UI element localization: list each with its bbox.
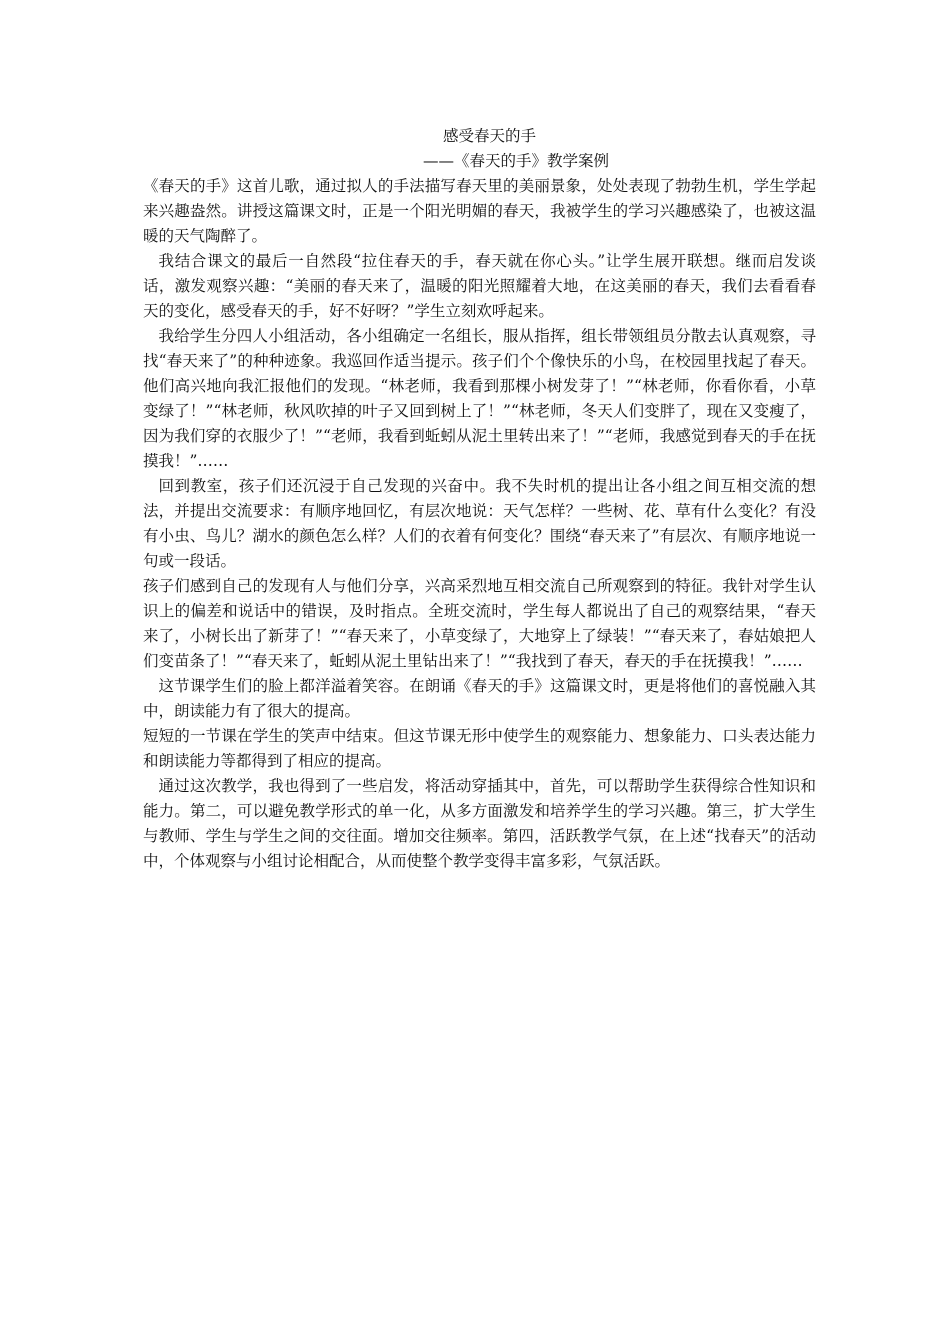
paragraph-summary: 短短的一节课在学生的笑声中结束。但这节课无形中使学生的观察能力、想象能力、口头表达能力和朗读能力等都得到了相应的提高。 (143, 727, 816, 770)
document-title: 感受春天的手 (442, 127, 536, 145)
paragraph-lead-in: 我结合课文的最后一自然段“拉住春天的手，春天就在你心头。”让学生展开联想。继而启发谈话，激发观察兴趣：“美丽的春天来了，温暖的阳光照耀着大地，在这美丽的春天，我们去看看春天的变化，感受春天的手，好不好呀？”学生立刻欢呼起来。 (143, 252, 816, 320)
document-body (143, 124, 816, 874)
paragraph-reading: 这节课学生们的脸上都洋溢着笑容。在朗诵《春天的手》这篇课文时，更是将他们的喜悦融入其中，朗读能力有了很大的提高。 (143, 677, 816, 720)
paragraph-reflection: 通过这次教学，我也得到了一些启发，将活动穿插其中，首先，可以帮助学生获得综合性知识和能力。第二，可以避免教学形式的单一化，从多方面激发和培养学生的学习兴趣。第三，扩大学生与教师、学生与学生之间的交往面。增加交往频率。第四，活跃教学气氛，在上述“找春天”的活动中，个体观察与小组讨论相配合，从而使整个教学变得丰富多彩，气氛活跃。 (143, 777, 816, 870)
document-subtitle: ——《春天的手》教学案例 (423, 152, 610, 170)
paragraph-group-activity: 我给学生分四人小组活动，各小组确定一名组长，服从指挥，组长带领组员分散去认真观察，寻找“春天来了”的种种迹象。我巡回作适当提示。孩子们个个像快乐的小鸟，在校园里找起了春天。他们高兴地向我汇报他们的发现。“林老师，我看到那棵小树发芽了！”“林老师，你看你看，小草变绿了！”“林老师，秋风吹掉的叶子又回到树上了！”“林老师，冬天人们变胖了，现在又变瘦了，因为我们穿的衣服少了！”“老师，我看到蚯蚓从泥土里转出来了！”“老师，我感觉到春天的手在抚摸我！”…… (143, 327, 816, 470)
paragraph-classroom-exchange: 回到教室，孩子们还沉浸于自己发现的兴奋中。我不失时机的提出让各小组之间互相交流的想法，并提出交流要求：有顺序地回忆，有层次地说：天气怎样？一些树、花、草有什么变化？有没有小虫、鸟儿？湖水的颜色怎么样？人们的衣着有何变化？围绕“春天来了”有层次、有顺序地说一句或一段话。 (143, 477, 816, 570)
paragraph-class-sharing: 孩子们感到自己的发现有人与他们分享，兴高采烈地互相交流自己所观察到的特征。我针对学生认识上的偏差和说话中的错误，及时指点。全班交流时，学生每人都说出了自己的观察结果，“春天来了，小树长出了新芽了！”“春天来了，小草变绿了，大地穿上了绿装！”“春天来了，春姑娘把人们变苗条了！”“春天来了，蚯蚓从泥土里钻出来了！”“我找到了春天，春天的手在抚摸我！”…… (143, 577, 816, 670)
paragraph-intro: 《春天的手》这首儿歌，通过拟人的手法描写春天里的美丽景象，处处表现了勃勃生机，学生学起来兴趣盎然。讲授这篇课文时，正是一个阳光明媚的春天，我被学生的学习兴趣感染了，也被这温暖的天气陶醉了。 (143, 177, 816, 245)
